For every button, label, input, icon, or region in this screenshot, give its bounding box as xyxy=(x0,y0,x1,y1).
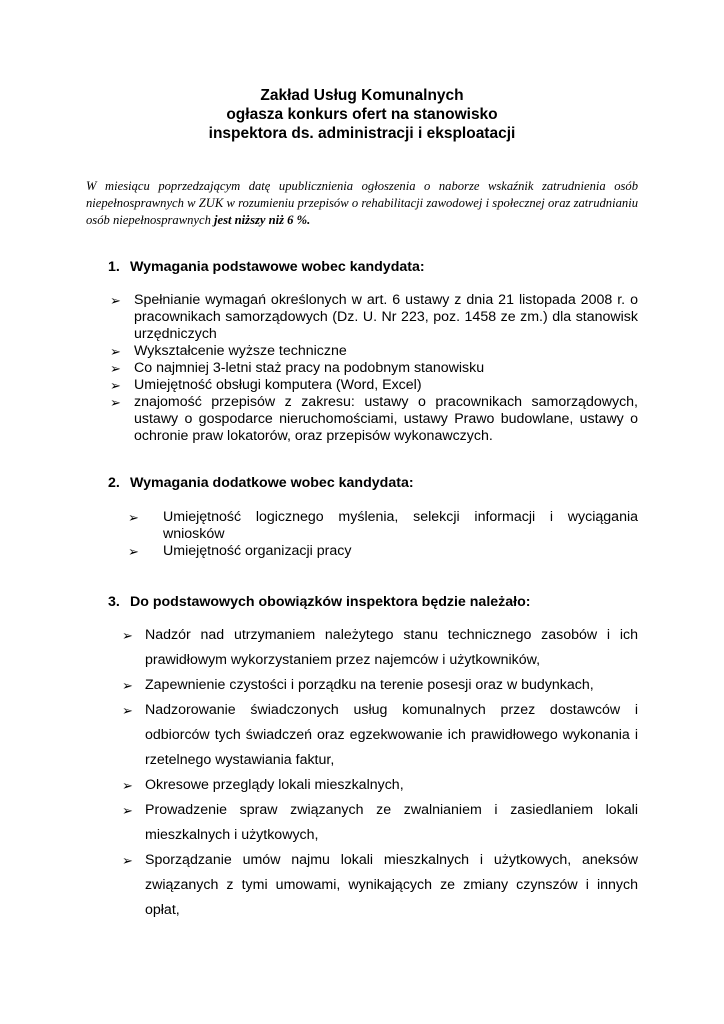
list-item xyxy=(110,343,638,360)
list-item-text: Umiejętność organizacji pracy xyxy=(163,543,352,559)
section-1-title: Wymagania podstawowe wobec kandydata: xyxy=(130,259,425,275)
list-item xyxy=(110,360,638,377)
list-item xyxy=(122,848,638,923)
list-item-text: Co najmniej 3-letni staż pracy na podobnym stanowisku xyxy=(134,360,485,376)
list-item-text: Umiejętność obsługi komputera (Word, Excel) xyxy=(134,377,422,393)
list-item-text: Prowadzenie spraw związanych ze zwalnianiem i zasiedlaniem lokali mieszkalnych i użytkowych, xyxy=(145,802,638,843)
section-2-title: Wymagania dodatkowe wobec kandydata: xyxy=(130,475,414,491)
section-2-heading xyxy=(108,475,414,492)
arrowhead-bullet-icon: ➢ xyxy=(128,510,139,525)
section-1-list xyxy=(110,292,638,445)
section-1-heading xyxy=(108,259,425,276)
list-item xyxy=(122,623,638,673)
section-1-number: 1. xyxy=(108,259,120,275)
employment-notice-emphasis: jest niższy niż 6 %. xyxy=(214,213,311,227)
arrowhead-bullet-icon: ➢ xyxy=(128,544,139,559)
list-item xyxy=(110,377,638,394)
arrowhead-bullet-icon: ➢ xyxy=(110,378,121,393)
arrowhead-bullet-icon: ➢ xyxy=(122,853,133,868)
section-3-heading xyxy=(108,594,530,611)
employment-notice xyxy=(86,178,638,229)
list-item xyxy=(122,698,638,773)
arrowhead-bullet-icon: ➢ xyxy=(122,678,133,693)
list-item-text: Nadzorowanie świadczonych usług komunalnych przez dostawców i odbiorców tych świadczeń oraz egzekwowanie ich prawidłowego wykonania i rzetelnego wystawiania faktur, xyxy=(145,702,638,768)
arrowhead-bullet-icon: ➢ xyxy=(110,361,121,376)
list-item-text: Okresowe przeglądy lokali mieszkalnych, xyxy=(145,777,404,793)
list-item xyxy=(128,543,638,560)
list-item-text: Sporządzanie umów najmu lokali mieszkalnych i użytkowych, aneksów związanych z tymi umowami, wynikających ze zmiany czynszów i innych opłat, xyxy=(145,852,638,918)
arrowhead-bullet-icon: ➢ xyxy=(122,628,133,643)
document-title xyxy=(0,86,724,143)
list-item-text: Nadzór nad utrzymaniem należytego stanu technicznego zasobów i ich prawidłowym wykorzystaniem przez najemców i użytkowników, xyxy=(145,627,638,668)
arrowhead-bullet-icon: ➢ xyxy=(110,344,121,359)
section-3-list xyxy=(122,623,638,923)
list-item-text: znajomość przepisów z zakresu: ustawy o pracownikach samorządowych, ustawy o gospodarce nieruchomościami, ustawy Prawo budowlane, ustawy o ochronie praw lokatorów, oraz przepisów wykonawczych. xyxy=(134,394,638,444)
arrowhead-bullet-icon: ➢ xyxy=(122,778,133,793)
list-item-text: Zapewnienie czystości i porządku na terenie posesji oraz w budynkach, xyxy=(145,677,594,693)
section-2-list xyxy=(128,509,638,560)
title-line-3: inspektora ds. administracji i eksploatacji xyxy=(208,125,516,142)
section-3-title: Do podstawowych obowiązków inspektora będzie należało: xyxy=(130,594,531,610)
list-item xyxy=(110,394,638,445)
list-item xyxy=(122,673,638,698)
employment-notice-text: W miesiącu poprzedzającym datę upublicznienia ogłoszenia o naborze wskaźnik zatrudnienia osób niepełnosprawnych w ZUK w rozumieniu przepisów o rehabilitacji zawodowej i społecznej oraz zatrudnianiu osób niepełnosprawnych xyxy=(86,179,638,227)
arrowhead-bullet-icon: ➢ xyxy=(110,293,121,308)
section-3-number: 3. xyxy=(108,594,120,610)
arrowhead-bullet-icon: ➢ xyxy=(122,803,133,818)
list-item-text: Spełnianie wymagań określonych w art. 6 ustawy z dnia 21 listopada 2008 r. o pracownikach samorządowych (Dz. U. Nr 223, poz. 1458 ze zm.) dla stanowisk urzędniczych xyxy=(134,292,638,342)
list-item xyxy=(128,509,638,543)
list-item xyxy=(122,798,638,848)
title-line-2: ogłasza konkurs ofert na stanowisko xyxy=(226,106,498,123)
arrowhead-bullet-icon: ➢ xyxy=(110,395,121,410)
list-item-text: Wykształcenie wyższe techniczne xyxy=(134,343,347,359)
list-item-text: Umiejętność logicznego myślenia, selekcji informacji i wyciągania wniosków xyxy=(163,509,638,542)
list-item xyxy=(122,773,638,798)
title-line-1: Zakład Usług Komunalnych xyxy=(260,87,464,104)
list-item xyxy=(110,292,638,343)
arrowhead-bullet-icon: ➢ xyxy=(122,703,133,718)
section-2-number: 2. xyxy=(108,475,120,491)
